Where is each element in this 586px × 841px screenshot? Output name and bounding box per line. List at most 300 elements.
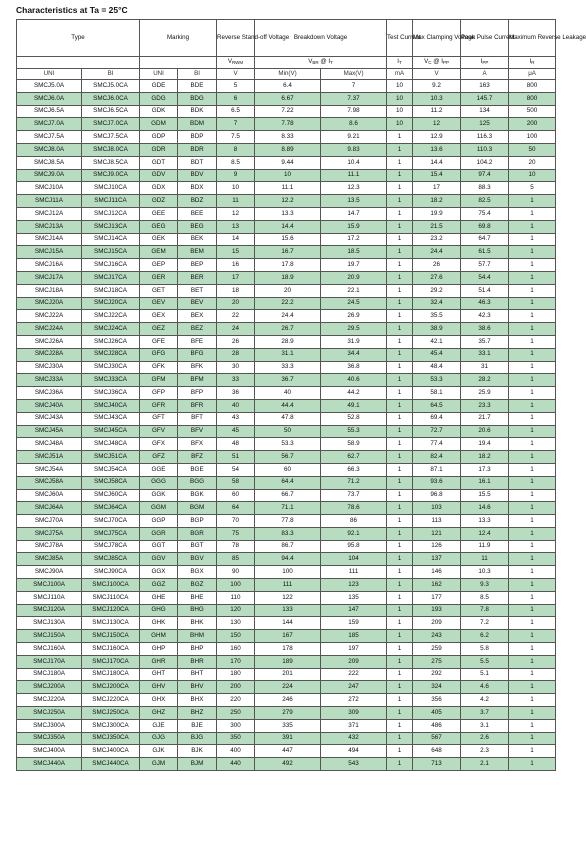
table-cell: 22.1: [321, 284, 387, 297]
table-cell: 1: [509, 310, 556, 323]
table-cell: 13.5: [321, 195, 387, 208]
table-cell: 1: [509, 335, 556, 348]
table-cell: 12: [217, 207, 255, 220]
table-cell: 3.1: [461, 719, 509, 732]
table-cell: 36: [217, 387, 255, 400]
table-cell: 1: [509, 553, 556, 566]
table-row: [17, 284, 556, 297]
table-cell: GDV: [140, 169, 178, 182]
table-cell: 57.7: [461, 259, 509, 272]
header-reverse-leakage: Maximum Reverse Leakage: [509, 20, 556, 57]
table-cell: GFZ: [140, 451, 178, 464]
table-cell: 1: [387, 540, 413, 553]
table-row: [17, 207, 556, 220]
table-cell: 1: [509, 412, 556, 425]
table-cell: 35.5: [413, 310, 461, 323]
table-cell: SMCJ180A: [17, 668, 82, 681]
table-cell: BFT: [178, 412, 217, 425]
table-row: [17, 361, 556, 374]
table-cell: 1: [387, 399, 413, 412]
table-cell: SMCJ36A: [17, 387, 82, 400]
table-cell: 1: [387, 156, 413, 169]
table-cell: 48: [217, 438, 255, 451]
table-row: [17, 476, 556, 489]
table-cell: 20: [255, 284, 321, 297]
table-cell: SMCJ100CA: [82, 579, 140, 592]
table-cell: 24.4: [255, 310, 321, 323]
table-cell: 20: [217, 297, 255, 310]
table-cell: 44.2: [321, 387, 387, 400]
table-cell: 16.7: [255, 246, 321, 259]
table-cell: 121: [413, 527, 461, 540]
table-cell: 10.3: [413, 92, 461, 105]
table-cell: 26.9: [321, 310, 387, 323]
table-cell: 100: [509, 131, 556, 144]
table-cell: BDV: [178, 169, 217, 182]
table-cell: 1: [509, 732, 556, 745]
table-row: [17, 399, 556, 412]
table-cell: 1: [509, 643, 556, 656]
table-row: [17, 643, 556, 656]
table-cell: SMCJ15CA: [82, 246, 140, 259]
table-cell: 9.83: [321, 143, 387, 156]
table-cell: 197: [321, 643, 387, 656]
table-row: [17, 502, 556, 515]
table-row: [17, 310, 556, 323]
table-cell: 77.8: [255, 515, 321, 528]
table-cell: 48.4: [413, 361, 461, 374]
symbol-breakdown: $V_{BR}$ @ $I_T$: [255, 57, 387, 69]
table-cell: GJM: [140, 758, 178, 771]
table-cell: 58.1: [413, 387, 461, 400]
table-cell: SMCJ8.5A: [17, 156, 82, 169]
symbol-peak-pulse: $I_{PP}$: [461, 57, 509, 69]
table-cell: 104.2: [461, 156, 509, 169]
table-cell: 1: [387, 374, 413, 387]
table-cell: 26.7: [255, 323, 321, 336]
table-cell: SMCJ120CA: [82, 604, 140, 617]
table-cell: SMCJ6.0CA: [82, 92, 140, 105]
table-cell: SMCJ150CA: [82, 630, 140, 643]
table-cell: 26: [413, 259, 461, 272]
table-cell: 92.1: [321, 527, 387, 540]
table-cell: 1: [509, 246, 556, 259]
table-cell: 1: [387, 758, 413, 771]
table-cell: 1: [387, 643, 413, 656]
table-cell: BEK: [178, 233, 217, 246]
table-cell: SMCJ9.0A: [17, 169, 82, 182]
table-cell: 1: [387, 425, 413, 438]
table-cell: 145.7: [461, 92, 509, 105]
table-cell: 31.1: [255, 348, 321, 361]
table-cell: 5: [217, 80, 255, 93]
table-cell: 7.98: [321, 105, 387, 118]
table-cell: 209: [321, 655, 387, 668]
table-cell: GDT: [140, 156, 178, 169]
table-row: [17, 131, 556, 144]
table-cell: SMCJ48A: [17, 438, 82, 451]
table-cell: 1: [509, 591, 556, 604]
table-cell: SMCJ33A: [17, 374, 82, 387]
table-row: [17, 220, 556, 233]
table-cell: 7.22: [255, 105, 321, 118]
table-cell: GHT: [140, 668, 178, 681]
table-cell: 12.2: [255, 195, 321, 208]
table-cell: 1: [387, 284, 413, 297]
table-cell: 224: [255, 681, 321, 694]
table-body: [17, 80, 556, 771]
table-cell: 1: [509, 694, 556, 707]
table-cell: SMCJ300A: [17, 719, 82, 732]
table-cell: 64.4: [255, 476, 321, 489]
table-cell: 75: [217, 527, 255, 540]
table-cell: BHM: [178, 630, 217, 643]
table-row: [17, 655, 556, 668]
table-cell: 30: [217, 361, 255, 374]
table-cell: SMCJ170A: [17, 655, 82, 668]
subheader-clamp-unit: V: [413, 69, 461, 80]
table-cell: 2.1: [461, 758, 509, 771]
table-cell: 391: [255, 732, 321, 745]
table-cell: 146: [413, 566, 461, 579]
table-cell: GFE: [140, 335, 178, 348]
table-cell: 648: [413, 745, 461, 758]
table-row: [17, 758, 556, 771]
table-cell: 90: [217, 566, 255, 579]
table-cell: 45: [217, 425, 255, 438]
table-cell: 12.4: [461, 527, 509, 540]
subheader-bi: BI: [82, 69, 140, 80]
table-cell: 1: [509, 527, 556, 540]
table-cell: GJE: [140, 719, 178, 732]
symbol-standoff: $V_{RWM}$: [217, 57, 255, 69]
table-cell: 31: [461, 361, 509, 374]
table-cell: 1: [387, 655, 413, 668]
table-cell: 71.2: [321, 476, 387, 489]
table-cell: 250: [217, 707, 255, 720]
table-cell: 247: [321, 681, 387, 694]
table-cell: 130: [217, 617, 255, 630]
table-cell: SMCJ20A: [17, 297, 82, 310]
table-cell: BDM: [178, 118, 217, 131]
table-cell: BHX: [178, 694, 217, 707]
table-cell: 137: [413, 553, 461, 566]
table-cell: SMCJ10CA: [82, 182, 140, 195]
table-cell: 10.4: [321, 156, 387, 169]
table-cell: 28.9: [255, 335, 321, 348]
table-cell: 1: [509, 195, 556, 208]
table-cell: 82.5: [461, 195, 509, 208]
table-cell: 400: [217, 745, 255, 758]
table-cell: 8.5: [461, 591, 509, 604]
table-cell: 111: [255, 579, 321, 592]
table-cell: 800: [509, 92, 556, 105]
table-cell: 88.3: [461, 182, 509, 195]
table-cell: 55.3: [321, 425, 387, 438]
table-cell: SMCJ180CA: [82, 668, 140, 681]
table-cell: 7.37: [321, 92, 387, 105]
table-cell: SMCJ440A: [17, 758, 82, 771]
table-cell: 17: [413, 182, 461, 195]
table-cell: SMCJ5.0CA: [82, 80, 140, 93]
table-cell: 324: [413, 681, 461, 694]
table-row: [17, 707, 556, 720]
table-cell: 1: [387, 489, 413, 502]
table-cell: 18.5: [321, 246, 387, 259]
table-cell: SMCJ51CA: [82, 451, 140, 464]
table-cell: 1: [509, 451, 556, 464]
table-cell: 209: [413, 617, 461, 630]
table-cell: SMCJ20CA: [82, 297, 140, 310]
table-cell: 44.4: [255, 399, 321, 412]
table-row: [17, 451, 556, 464]
table-cell: 1: [387, 630, 413, 643]
table-row: [17, 463, 556, 476]
table-cell: SMCJ60CA: [82, 489, 140, 502]
table-cell: 7.8: [461, 604, 509, 617]
table-cell: 53.3: [413, 374, 461, 387]
table-cell: BEX: [178, 310, 217, 323]
table-cell: 66.3: [321, 463, 387, 476]
table-cell: SMCJ45A: [17, 425, 82, 438]
table-cell: 14: [217, 233, 255, 246]
table-row: [17, 617, 556, 630]
table-cell: 8: [217, 143, 255, 156]
table-row: [17, 118, 556, 131]
table-cell: 1: [387, 745, 413, 758]
table-cell: GEM: [140, 246, 178, 259]
table-cell: 8.89: [255, 143, 321, 156]
table-cell: BHT: [178, 668, 217, 681]
table-cell: 167: [255, 630, 321, 643]
table-cell: BEM: [178, 246, 217, 259]
table-cell: 356: [413, 694, 461, 707]
table-cell: 1: [509, 579, 556, 592]
table-cell: 1: [387, 335, 413, 348]
table-cell: BHG: [178, 604, 217, 617]
table-cell: 7: [321, 80, 387, 93]
table-cell: SMCJ170CA: [82, 655, 140, 668]
table-cell: 56.7: [255, 451, 321, 464]
table-row: [17, 182, 556, 195]
table-cell: 1: [387, 169, 413, 182]
table-cell: 1: [387, 515, 413, 528]
table-cell: 12.3: [321, 182, 387, 195]
table-cell: SMCJ400CA: [82, 745, 140, 758]
table-cell: SMCJ28CA: [82, 348, 140, 361]
table-cell: 104: [321, 553, 387, 566]
table-cell: 113: [413, 515, 461, 528]
table-cell: 147: [321, 604, 387, 617]
table-cell: SMCJ45CA: [82, 425, 140, 438]
table-cell: SMCJ6.5A: [17, 105, 82, 118]
table-cell: 13.3: [461, 515, 509, 528]
table-cell: BGZ: [178, 579, 217, 592]
table-cell: 97.4: [461, 169, 509, 182]
table-cell: SMCJ13A: [17, 220, 82, 233]
table-cell: 95.8: [321, 540, 387, 553]
table-cell: 1: [509, 707, 556, 720]
subheader-standoff-unit: V: [217, 69, 255, 80]
table-cell: 45.4: [413, 348, 461, 361]
table-cell: 9.2: [413, 80, 461, 93]
table-cell: 2.6: [461, 732, 509, 745]
table-cell: 11: [217, 195, 255, 208]
table-cell: 66.7: [255, 489, 321, 502]
table-cell: 405: [413, 707, 461, 720]
table-cell: 110: [217, 591, 255, 604]
table-cell: SMCJ9.0CA: [82, 169, 140, 182]
table-cell: 11.2: [413, 105, 461, 118]
table-cell: 160: [217, 643, 255, 656]
table-cell: 18: [217, 284, 255, 297]
table-cell: 11.9: [461, 540, 509, 553]
table-cell: 500: [509, 105, 556, 118]
table-cell: BDP: [178, 131, 217, 144]
table-cell: 47.8: [255, 412, 321, 425]
table-cell: 1: [509, 220, 556, 233]
table-cell: 1: [387, 476, 413, 489]
table-cell: 134: [461, 105, 509, 118]
table-cell: 69.4: [413, 412, 461, 425]
table-row: [17, 540, 556, 553]
table-cell: SMCJ24A: [17, 323, 82, 336]
table-cell: SMCJ30CA: [82, 361, 140, 374]
table-cell: SMCJ130CA: [82, 617, 140, 630]
table-row: [17, 489, 556, 502]
table-cell: 180: [217, 668, 255, 681]
table-cell: 29.2: [413, 284, 461, 297]
table-cell: 2.3: [461, 745, 509, 758]
table-cell: 1: [387, 719, 413, 732]
table-cell: SMCJ64CA: [82, 502, 140, 515]
table-cell: BDE: [178, 80, 217, 93]
table-cell: 150: [217, 630, 255, 643]
table-cell: 1: [387, 604, 413, 617]
table-cell: BEG: [178, 220, 217, 233]
table-cell: 24.5: [321, 297, 387, 310]
table-cell: 1: [509, 207, 556, 220]
table-cell: 292: [413, 668, 461, 681]
table-cell: 43: [217, 412, 255, 425]
table-cell: 13.3: [255, 207, 321, 220]
table-cell: BHK: [178, 617, 217, 630]
table-cell: 1: [509, 668, 556, 681]
table-cell: 40: [217, 399, 255, 412]
table-cell: 1: [509, 681, 556, 694]
table-cell: 75.4: [461, 207, 509, 220]
table-cell: 279: [255, 707, 321, 720]
table-row: [17, 604, 556, 617]
table-cell: 133: [255, 604, 321, 617]
table-cell: BDR: [178, 143, 217, 156]
table-cell: 275: [413, 655, 461, 668]
header-type-spacer: [17, 57, 140, 69]
table-cell: GJG: [140, 732, 178, 745]
table-cell: 94.4: [255, 553, 321, 566]
table-row: [17, 591, 556, 604]
table-cell: 85: [217, 553, 255, 566]
table-cell: 20.9: [321, 271, 387, 284]
table-cell: 53.3: [255, 438, 321, 451]
table-cell: SMCJ11A: [17, 195, 82, 208]
table-cell: 38.9: [413, 323, 461, 336]
table-cell: SMCJ10A: [17, 182, 82, 195]
table-cell: 22.2: [255, 297, 321, 310]
table-cell: 1: [387, 553, 413, 566]
table-cell: 1: [387, 707, 413, 720]
table-cell: 23.2: [413, 233, 461, 246]
table-cell: 46.3: [461, 297, 509, 310]
table-cell: SMCJ250A: [17, 707, 82, 720]
table-cell: SMCJ7.0CA: [82, 118, 140, 131]
table-cell: 103: [413, 502, 461, 515]
table-cell: 16.1: [461, 476, 509, 489]
table-cell: BHZ: [178, 707, 217, 720]
table-cell: 246: [255, 694, 321, 707]
table-cell: 21.7: [461, 412, 509, 425]
table-cell: SMCJ43CA: [82, 412, 140, 425]
table-cell: SMCJ150A: [17, 630, 82, 643]
table-cell: 9.21: [321, 131, 387, 144]
header-peak-pulse-current: Peak Pulse Current: [461, 20, 509, 57]
table-cell: 1: [387, 412, 413, 425]
table-cell: 6: [217, 92, 255, 105]
table-cell: 259: [413, 643, 461, 656]
table-cell: 34.4: [321, 348, 387, 361]
table-cell: 20: [509, 156, 556, 169]
table-cell: 15.5: [461, 489, 509, 502]
table-cell: 494: [321, 745, 387, 758]
table-cell: 350: [217, 732, 255, 745]
subheader-mark-bi: BI: [178, 69, 217, 80]
table-cell: 1: [387, 271, 413, 284]
header-marking-spacer: [140, 57, 217, 69]
table-cell: 16: [217, 259, 255, 272]
table-cell: 58.9: [321, 438, 387, 451]
table-cell: SMCJ7.5CA: [82, 131, 140, 144]
table-row: [17, 553, 556, 566]
table-cell: 1: [509, 719, 556, 732]
table-cell: GDX: [140, 182, 178, 195]
table-cell: 1: [387, 207, 413, 220]
table-cell: SMCJ78CA: [82, 540, 140, 553]
table-row: [17, 105, 556, 118]
table-cell: BFM: [178, 374, 217, 387]
table-cell: 19.7: [321, 259, 387, 272]
table-cell: 1: [509, 271, 556, 284]
table-cell: GEG: [140, 220, 178, 233]
table-cell: SMCJ70CA: [82, 515, 140, 528]
table-cell: SMCJ14CA: [82, 233, 140, 246]
table-cell: SMCJ6.0A: [17, 92, 82, 105]
table-cell: GFV: [140, 425, 178, 438]
table-cell: 15.9: [321, 220, 387, 233]
table-cell: 7.5: [217, 131, 255, 144]
table-cell: BFE: [178, 335, 217, 348]
table-cell: 243: [413, 630, 461, 643]
table-cell: SMCJ22CA: [82, 310, 140, 323]
table-cell: GDM: [140, 118, 178, 131]
table-cell: SMCJ85A: [17, 553, 82, 566]
table-cell: SMCJ13CA: [82, 220, 140, 233]
table-cell: 87.1: [413, 463, 461, 476]
table-cell: 1: [387, 361, 413, 374]
table-cell: GGK: [140, 489, 178, 502]
table-cell: SMCJ26CA: [82, 335, 140, 348]
table-cell: 125: [461, 118, 509, 131]
table-cell: 200: [217, 681, 255, 694]
